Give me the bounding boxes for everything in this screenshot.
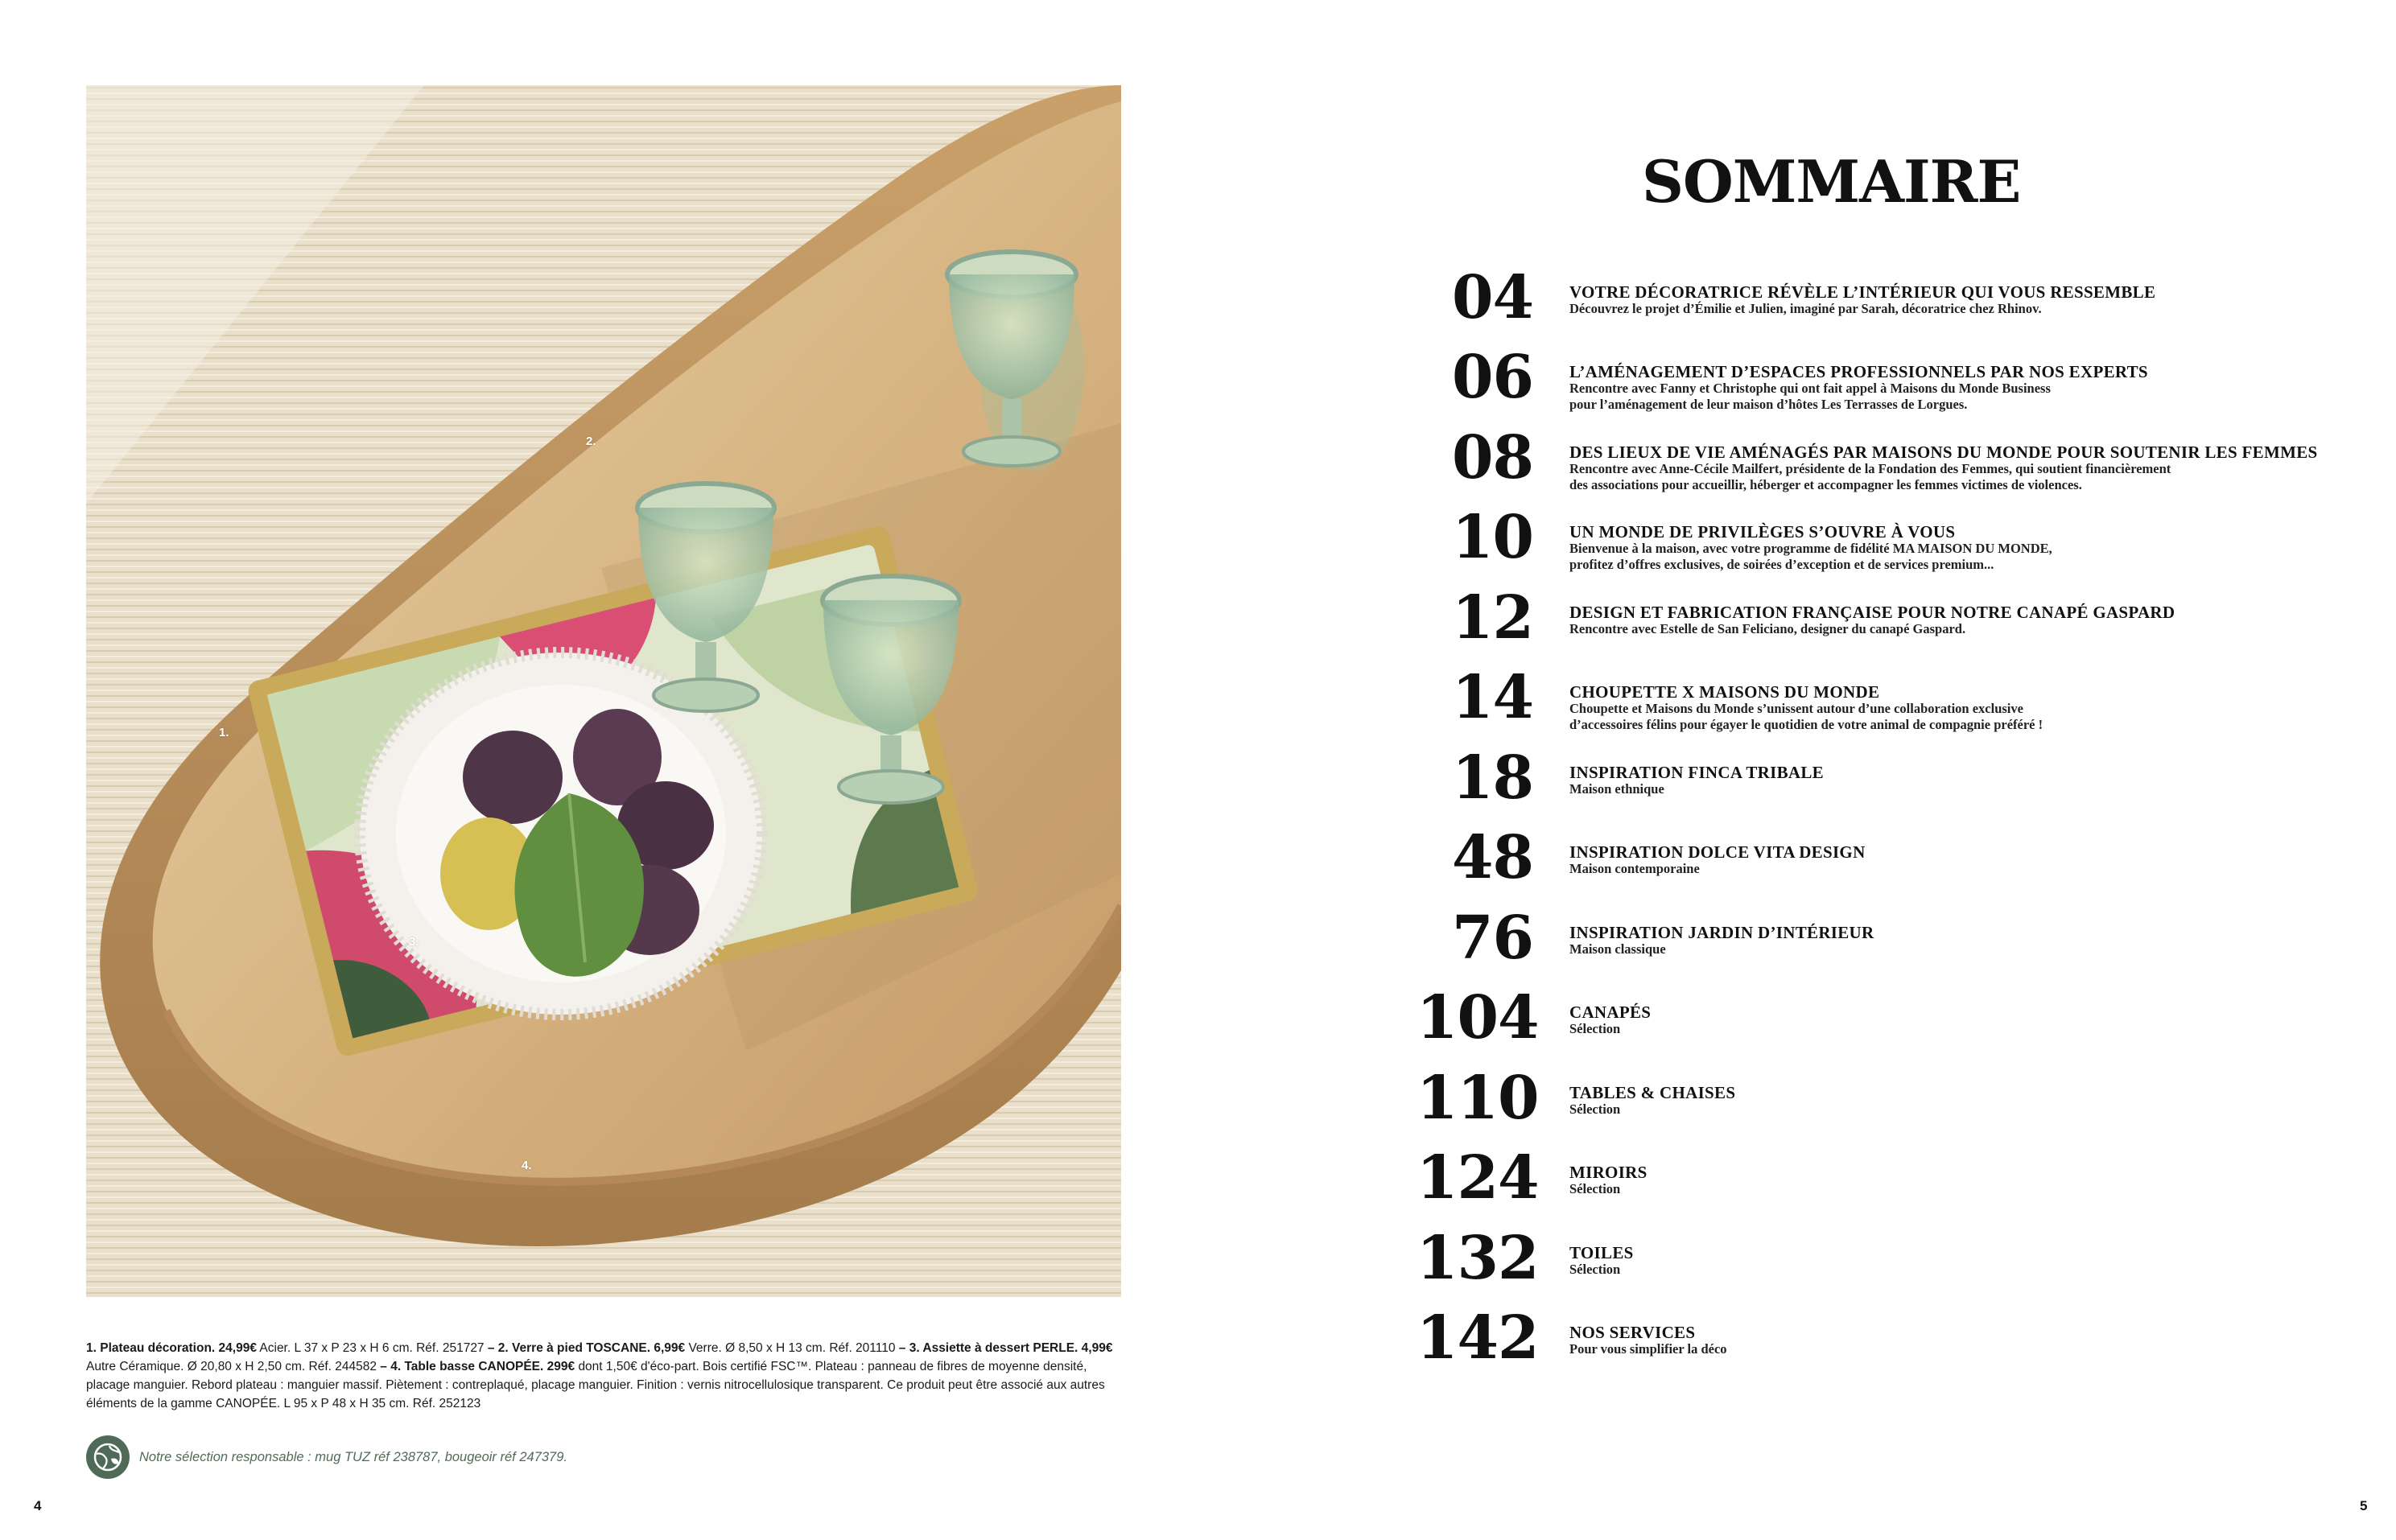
toc-page-number: 18 [1452, 743, 1533, 813]
caption-separator: – [895, 1341, 909, 1355]
toc-heading: CANAPÉS [1569, 1003, 1652, 1022]
toc-heading: NOS SERVICES [1569, 1323, 1696, 1342]
toc-heading: CHOUPETTE X MAISONS DU MONDE [1569, 682, 1880, 702]
photo-illustration [86, 85, 1121, 1297]
toc-description: Découvrez le projet d’Émilie et Julien, imaginé par Sarah, décoratrice chez Rhinov. [1569, 301, 2042, 316]
toc-page-number: 76 [1452, 904, 1533, 973]
toc-entry[interactable] [1417, 665, 2342, 738]
toc-description: Rencontre avec Fanny et Christophe qui ont fait appel à Maisons du Monde Business pour l’aménagement de leur maison d’hôtes Les Terrasses de Lorgues. [1569, 381, 2051, 412]
toc-entry[interactable] [1417, 1303, 2342, 1378]
toc-entry[interactable] [1417, 1226, 2342, 1299]
toc-entry[interactable] [1417, 1143, 2342, 1218]
item3-price: 4,99€ [1081, 1341, 1113, 1355]
toc-entry[interactable] [1417, 583, 2342, 658]
toc-entry[interactable] [1417, 423, 2342, 498]
item2-name: 2. Verre à pied TOSCANE. [497, 1341, 651, 1355]
toc-description: Rencontre avec Estelle de San Feliciano, designer du canapé Gaspard. [1569, 621, 1966, 636]
toc-page-number: 04 [1452, 263, 1533, 332]
callout-1: 1. [219, 726, 229, 739]
page-number-left: 4 [34, 1498, 42, 1513]
toc-page-number: 08 [1452, 423, 1533, 492]
item4-price: 299€ [546, 1360, 575, 1373]
eco-selection-note [86, 1435, 567, 1479]
toc-page-number: 104 [1417, 983, 1539, 1052]
item4-name: 4. Table basse CANOPÉE. [390, 1360, 544, 1373]
caption-separator: – [484, 1341, 498, 1355]
toc-description: Rencontre avec Anne-Cécile Mailfert, présidente de la Fondation des Femmes, qui soutient financièrement des associations pour accueillir, héberger et accompagner les femmes victimes de violences. [1569, 461, 2171, 492]
toc-heading: UN MONDE DE PRIVILÈGES S’OUVRE À VOUS [1569, 522, 1956, 541]
toc-description: Sélection [1569, 1101, 1621, 1117]
item3-detail: Autre Céramique. Ø 20,80 x H 2,50 cm. Réf. 244582 [86, 1360, 377, 1373]
item2-detail: Verre. Ø 8,50 x H 13 cm. Réf. 201110 [688, 1341, 896, 1355]
toc-heading: TOILES [1569, 1243, 1634, 1262]
toc-description: Pour vous simplifier la déco [1569, 1341, 1727, 1357]
item1-name: 1. Plateau décoration. [86, 1341, 216, 1355]
caption-separator: – [377, 1360, 391, 1373]
toc-heading: VOTRE DÉCORATRICE RÉVÈLE L’INTÉRIEUR QUI VOUS RESSEMBLE [1569, 282, 2156, 302]
toc-entry[interactable] [1417, 345, 2342, 418]
product-photo [86, 85, 1121, 1297]
toc-entry[interactable] [1417, 983, 2342, 1058]
toc-description: Maison classique [1569, 941, 1666, 957]
toc-heading: INSPIRATION JARDIN D’INTÉRIEUR [1569, 923, 1874, 942]
toc-page-number: 14 [1452, 663, 1533, 732]
toc-page-number: 12 [1452, 583, 1533, 653]
item1-detail: Acier. L 37 x P 23 x H 6 cm. Réf. 251727 [259, 1341, 485, 1355]
eco-note-text: Notre sélection responsable : mug TUZ réf 238787, bougeoir réf 247379. [139, 1449, 567, 1464]
toc-heading: INSPIRATION DOLCE VITA DESIGN [1569, 842, 1866, 862]
toc-heading: TABLES & CHAISES [1569, 1083, 1736, 1102]
toc-entry[interactable] [1417, 906, 2342, 978]
toc-entry[interactable] [1417, 263, 2342, 338]
toc-entry[interactable] [1417, 505, 2342, 578]
toc-page-number: 110 [1417, 1064, 1539, 1133]
item2-price: 6,99€ [654, 1341, 686, 1355]
toc-heading: MIROIRS [1569, 1163, 1648, 1182]
toc-page-number: 124 [1417, 1143, 1539, 1213]
toc-entry[interactable] [1417, 823, 2342, 898]
toc-heading: DES LIEUX DE VIE AMÉNAGÉS PAR MAISONS DU MONDE POUR SOUTENIR LES FEMMES [1569, 443, 2318, 462]
page-number-right: 5 [2360, 1498, 2368, 1513]
toc-page-number: 132 [1417, 1224, 1539, 1293]
callout-4: 4. [522, 1159, 532, 1172]
toc-description: Sélection [1569, 1262, 1621, 1277]
toc-heading: L’AMÉNAGEMENT D’ESPACES PROFESSIONNELS PAR NOS EXPERTS [1569, 362, 2148, 381]
page-title: SOMMAIRE [1642, 147, 2021, 216]
globe-leaf-icon [86, 1435, 130, 1479]
toc-description: Choupette et Maisons du Monde s’unissent autour d’une collaboration exclusive d’accessoires félins pour égayer le quotidien de votre animal de compagnie préféré ! [1569, 701, 2043, 732]
toc-description: Sélection [1569, 1021, 1621, 1036]
toc-description: Sélection [1569, 1181, 1621, 1196]
toc-description: Maison contemporaine [1569, 861, 1700, 876]
toc-page-number: 10 [1452, 503, 1533, 572]
toc-page-number: 06 [1452, 343, 1533, 412]
toc-description: Maison ethnique [1569, 781, 1664, 797]
toc-description: Bienvenue à la maison, avec votre programme de fidélité MA MAISON DU MONDE, profitez d’offres exclusives, de soirées d’exception et de services premium... [1569, 541, 2052, 572]
toc-heading: INSPIRATION FINCA TRIBALE [1569, 763, 1824, 782]
toc-page-number: 142 [1417, 1303, 1539, 1373]
toc-entry[interactable] [1417, 743, 2342, 818]
toc-entry[interactable] [1417, 1066, 2342, 1139]
item4-detail: dont 1,50€ d'éco-part. Bois certifié FSC™. Plateau : panneau de fibres de moyenne densité, placage manguier. Rebord plateau : manguier massif. Piètement : contreplaqué, placage manguier. Finition : vernis nitrocellulosique transparent. Ce produit peut être associé aux autres éléments de la gamme CANOPÉE. L 95 x P 48 x H 35 cm. Réf. 252123 [86, 1360, 1105, 1410]
callout-2: 2. [586, 434, 596, 448]
product-caption [86, 1339, 1124, 1413]
toc-heading: DESIGN ET FABRICATION FRANÇAISE POUR NOTRE CANAPÉ GASPARD [1569, 603, 2175, 622]
toc-page-number: 48 [1452, 823, 1533, 892]
callout-3: 3. [409, 935, 419, 949]
item3-name: 3. Assiette à dessert PERLE. [909, 1341, 1078, 1355]
item1-price: 24,99€ [218, 1341, 257, 1355]
